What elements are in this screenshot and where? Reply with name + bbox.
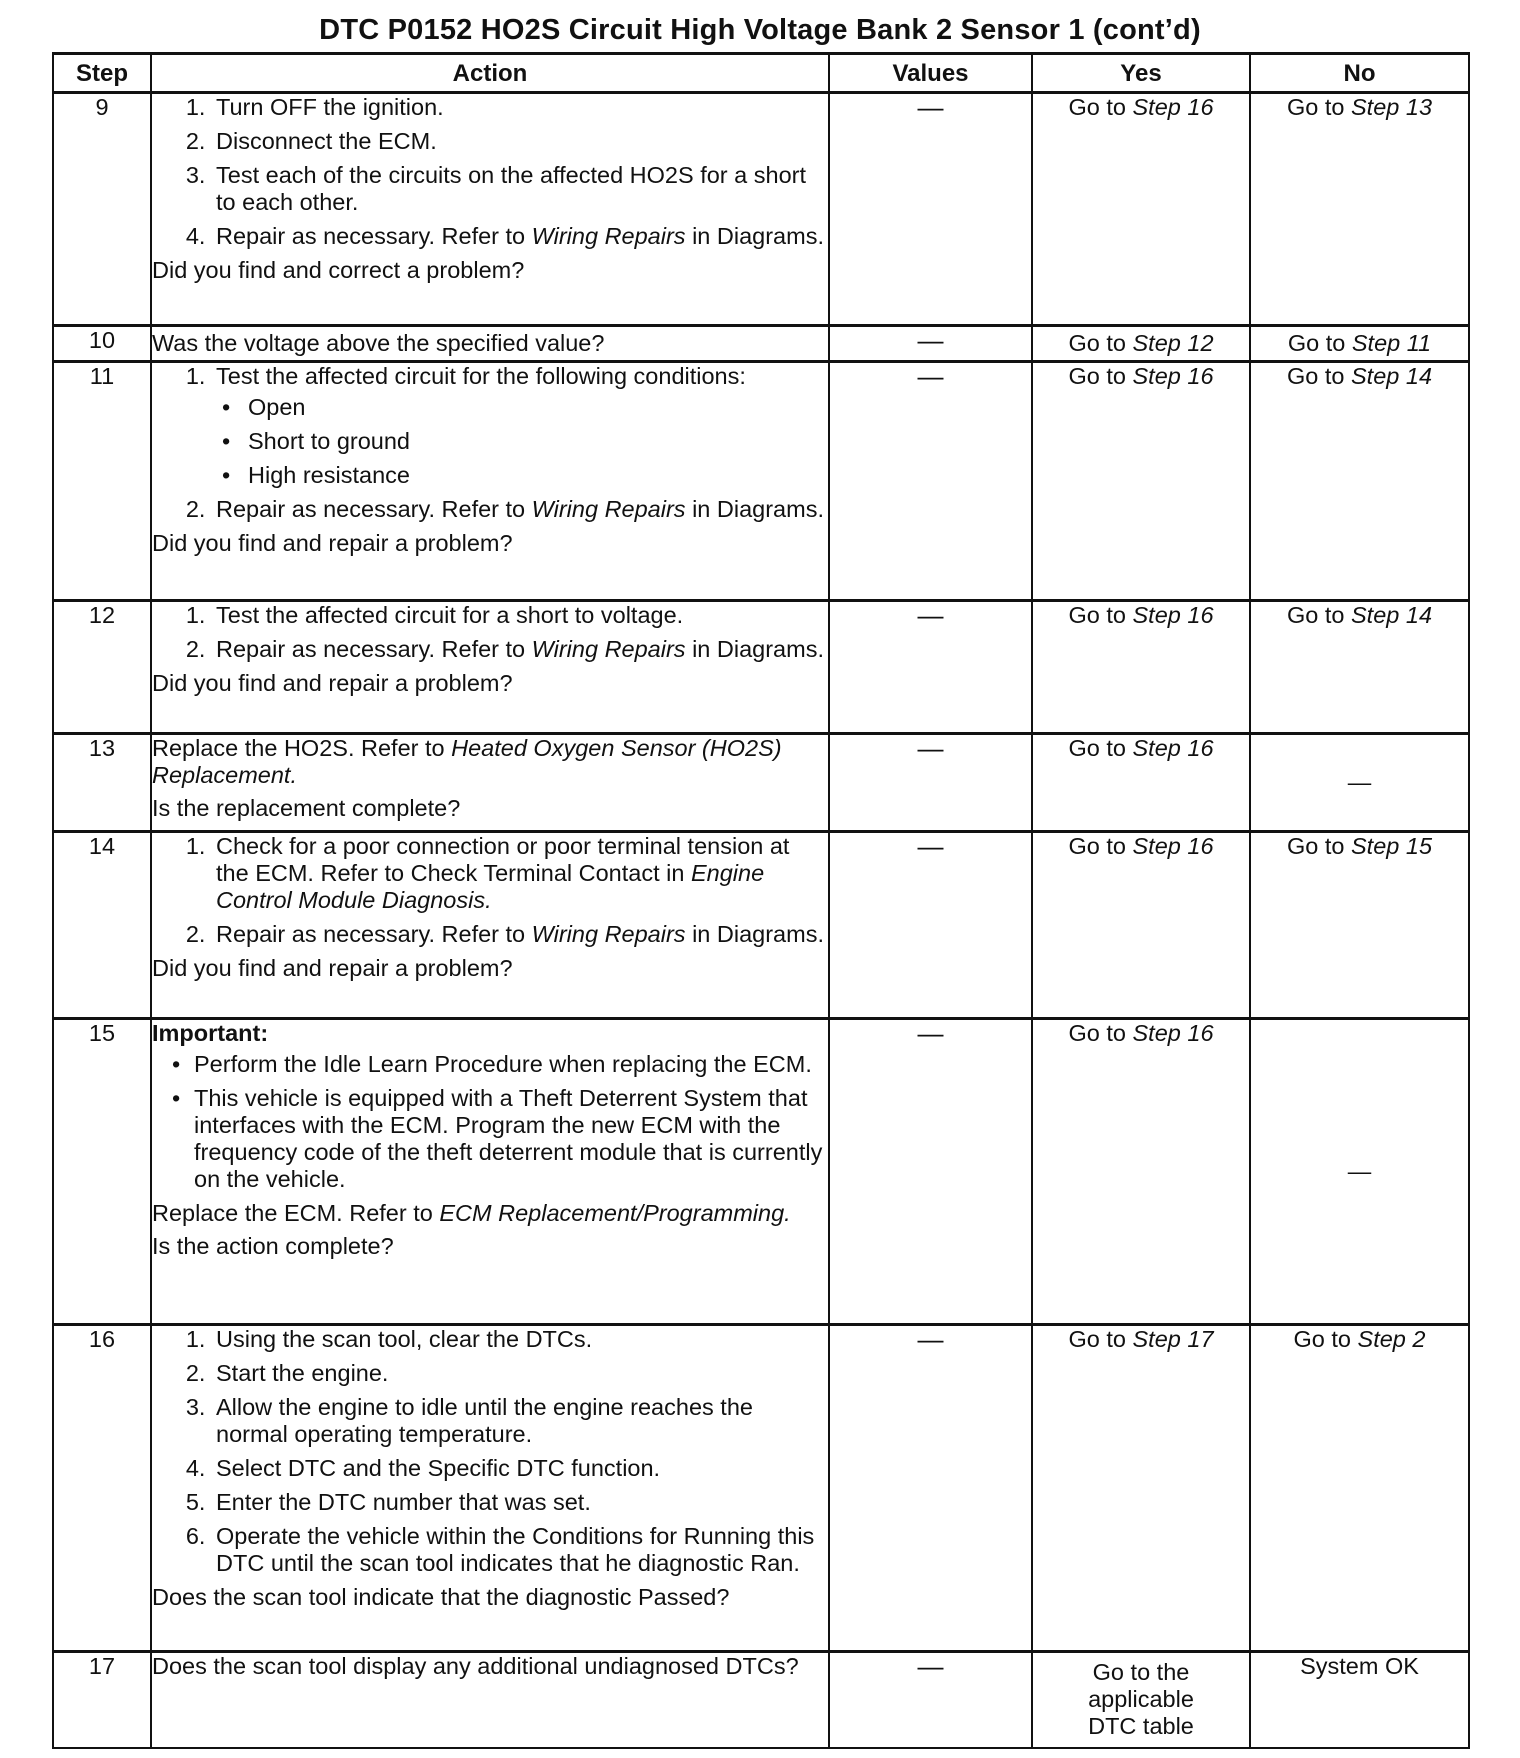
no-text: Go to bbox=[1293, 1326, 1358, 1352]
action-step bbox=[212, 363, 828, 489]
action-step: 1. Test the affected circuit for a short to voltage. bbox=[212, 602, 828, 629]
action-question: Did you find and repair a problem? bbox=[152, 670, 513, 696]
no-cell bbox=[1250, 326, 1469, 362]
step-number: 11 bbox=[53, 362, 151, 601]
step-number: 17 bbox=[53, 1652, 151, 1748]
yes-step-ref: Step 16 bbox=[1132, 363, 1214, 389]
action-step: 2. Start the engine. bbox=[212, 1360, 828, 1387]
action-step bbox=[212, 496, 828, 523]
action-question: Is the action complete? bbox=[152, 1233, 394, 1259]
no-text: Go to bbox=[1286, 602, 1351, 628]
action-step: 3. Allow the engine to idle until the engine reaches the normal operating temperature. bbox=[212, 1394, 828, 1448]
step-text: in Diagrams. bbox=[685, 496, 824, 522]
condition-item: • Short to ground bbox=[244, 428, 828, 455]
no-step-ref: Step 11 bbox=[1351, 330, 1432, 356]
values-cell: — bbox=[829, 93, 1032, 326]
yes-cell bbox=[1032, 326, 1250, 362]
yes-step-ref: Step 17 bbox=[1132, 1326, 1214, 1352]
action-step: 4. Select DTC and the Specific DTC function. bbox=[212, 1455, 828, 1482]
action-cell bbox=[151, 601, 829, 734]
yes-text: Go to bbox=[1068, 363, 1133, 389]
condition-item: • High resistance bbox=[244, 462, 828, 489]
action-cell bbox=[151, 1325, 829, 1652]
step-number: 13 bbox=[53, 734, 151, 832]
action-text-part: Replace the HO2S. Refer to bbox=[152, 735, 452, 761]
action-cell bbox=[151, 326, 829, 362]
reference-text: Engine Control Module Diagnosis bbox=[216, 860, 765, 913]
action-step bbox=[212, 833, 828, 914]
no-step-ref: Step 15 bbox=[1351, 833, 1433, 859]
step-text: in Diagrams. bbox=[685, 636, 824, 662]
table-row bbox=[53, 601, 1469, 734]
header-row bbox=[53, 54, 1469, 93]
note-item: • Perform the Idle Learn Procedure when replacing the ECM. bbox=[194, 1051, 828, 1078]
header-step: Step bbox=[53, 54, 151, 93]
no-cell bbox=[1250, 832, 1469, 1019]
yes-step-ref: Step 16 bbox=[1132, 735, 1214, 761]
no-step-ref: Step 14 bbox=[1351, 363, 1433, 389]
no-step-ref: Step 2 bbox=[1357, 1326, 1426, 1352]
action-question: Does the scan tool display any additional undiagnosed DTCs? bbox=[152, 1653, 799, 1679]
no-cell bbox=[1250, 601, 1469, 734]
action-text-part: . bbox=[290, 762, 297, 788]
page-title: DTC P0152 HO2S Circuit High Voltage Bank 2 Sensor 1 (cont’d) bbox=[319, 14, 1201, 46]
reference-text: ECM Replacement/Programming bbox=[439, 1200, 785, 1226]
yes-cell: Go to the applicable DTC table bbox=[1032, 1652, 1250, 1748]
diagnostic-table bbox=[52, 52, 1470, 1749]
yes-cell bbox=[1032, 93, 1250, 326]
action-steps bbox=[152, 94, 828, 250]
reference-text: Heated Oxygen Sensor (HO2S) Replacement bbox=[152, 735, 782, 788]
yes-step-ref: Step 16 bbox=[1132, 602, 1214, 628]
action-step bbox=[212, 636, 828, 663]
values-cell: — bbox=[829, 362, 1032, 601]
action-steps bbox=[152, 363, 828, 523]
yes-cell bbox=[1032, 734, 1250, 832]
step-text: Repair as necessary. Refer to bbox=[216, 921, 532, 947]
action-text bbox=[152, 735, 828, 789]
note-item: • This vehicle is equipped with a Theft Deterrent System that interfaces with the ECM. Program the new ECM with the frequency code of the theft deterrent module that is currently on the vehicle. bbox=[194, 1085, 828, 1193]
yes-text: Go to bbox=[1068, 330, 1133, 356]
action-cell bbox=[151, 832, 829, 1019]
action-question: Did you find and repair a problem? bbox=[152, 530, 513, 556]
action-question: Did you find and repair a problem? bbox=[152, 955, 513, 981]
header-no: No bbox=[1250, 54, 1469, 93]
yes-text: Go to bbox=[1068, 735, 1133, 761]
step-text: Repair as necessary. Refer to bbox=[216, 636, 532, 662]
values-cell: — bbox=[829, 1652, 1032, 1748]
yes-text: Go to bbox=[1068, 833, 1133, 859]
table-row bbox=[53, 362, 1469, 601]
action-cell bbox=[151, 1019, 829, 1325]
yes-step-ref: Step 16 bbox=[1132, 1020, 1214, 1046]
no-text: Go to bbox=[1286, 833, 1351, 859]
action-question: Is the replacement complete? bbox=[152, 795, 461, 821]
yes-cell bbox=[1032, 362, 1250, 601]
no-text: Go to bbox=[1286, 94, 1351, 120]
reference-text: Wiring Repairs bbox=[531, 223, 686, 249]
values-cell: — bbox=[829, 832, 1032, 1019]
action-steps bbox=[152, 833, 828, 948]
table-row bbox=[53, 1019, 1469, 1325]
no-cell bbox=[1250, 1325, 1469, 1652]
no-cell bbox=[1250, 362, 1469, 601]
action-step: 1. Turn OFF the ignition. bbox=[212, 94, 828, 121]
step-number: 12 bbox=[53, 601, 151, 734]
action-step: 5. Enter the DTC number that was set. bbox=[212, 1489, 828, 1516]
table-row bbox=[53, 93, 1469, 326]
action-step: 2. Disconnect the ECM. bbox=[212, 128, 828, 155]
action-steps bbox=[152, 602, 828, 663]
action-cell bbox=[151, 93, 829, 326]
step-text: Check for a poor connection or poor terminal tension at the ECM. Refer to Check Terminal Contact in bbox=[216, 833, 790, 886]
values-cell: — bbox=[829, 326, 1032, 362]
action-step: 6. Operate the vehicle within the Conditions for Running this DTC until the scan tool indicates that he diagnostic Ran. bbox=[212, 1523, 828, 1577]
no-step-ref: Step 13 bbox=[1351, 94, 1433, 120]
action-step bbox=[212, 921, 828, 948]
yes-text: Go to bbox=[1068, 94, 1133, 120]
table-row bbox=[53, 1325, 1469, 1652]
step-number: 14 bbox=[53, 832, 151, 1019]
no-step-ref: Step 14 bbox=[1351, 602, 1433, 628]
action-step: 3. Test each of the circuits on the affected HO2S for a short to each other. bbox=[212, 162, 828, 216]
step-text: Test the affected circuit for the following conditions: bbox=[216, 363, 746, 389]
yes-cell bbox=[1032, 832, 1250, 1019]
no-cell: — bbox=[1250, 734, 1469, 832]
values-cell: — bbox=[829, 1325, 1032, 1652]
action-question: Did you find and correct a problem? bbox=[152, 257, 525, 283]
values-cell: — bbox=[829, 734, 1032, 832]
step-text: . bbox=[485, 887, 492, 913]
step-number: 15 bbox=[53, 1019, 151, 1325]
action-question: Was the voltage above the specified value? bbox=[152, 330, 605, 356]
condition-item: • Open bbox=[244, 394, 828, 421]
no-cell bbox=[1250, 93, 1469, 326]
action-cell bbox=[151, 1652, 829, 1748]
yes-text: Go to bbox=[1068, 1020, 1133, 1046]
action-step bbox=[212, 223, 828, 250]
action-text-part: . bbox=[784, 1200, 791, 1226]
step-number: 10 bbox=[53, 326, 151, 362]
yes-cell bbox=[1032, 601, 1250, 734]
step-text: Repair as necessary. Refer to bbox=[216, 223, 532, 249]
no-text: Go to bbox=[1287, 330, 1352, 356]
reference-text: Wiring Repairs bbox=[531, 496, 686, 522]
step-number: 9 bbox=[53, 93, 151, 326]
yes-step-ref: Step 12 bbox=[1132, 330, 1214, 356]
no-cell: System OK bbox=[1250, 1652, 1469, 1748]
action-cell bbox=[151, 734, 829, 832]
action-steps bbox=[152, 1326, 828, 1577]
condition-list bbox=[216, 394, 828, 489]
action-text bbox=[152, 1200, 828, 1227]
table-row bbox=[53, 326, 1469, 362]
table-row bbox=[53, 1652, 1469, 1748]
reference-text: Wiring Repairs bbox=[531, 921, 686, 947]
step-text: in Diagrams. bbox=[685, 921, 824, 947]
no-cell: — bbox=[1250, 1019, 1469, 1325]
reference-text: Wiring Repairs bbox=[531, 636, 686, 662]
yes-text: Go to bbox=[1068, 1326, 1133, 1352]
action-text-part: Replace the ECM. Refer to bbox=[152, 1200, 440, 1226]
yes-cell bbox=[1032, 1019, 1250, 1325]
action-step: 1. Using the scan tool, clear the DTCs. bbox=[212, 1326, 828, 1353]
important-notes bbox=[152, 1051, 828, 1193]
important-label: Important: bbox=[152, 1020, 269, 1046]
header-yes: Yes bbox=[1032, 54, 1250, 93]
values-cell: — bbox=[829, 601, 1032, 734]
table-row bbox=[53, 832, 1469, 1019]
yes-text: Go to bbox=[1068, 602, 1133, 628]
step-number: 16 bbox=[53, 1325, 151, 1652]
table-row bbox=[53, 734, 1469, 832]
action-question: Does the scan tool indicate that the diagnostic Passed? bbox=[152, 1584, 730, 1610]
no-text: Go to bbox=[1286, 363, 1351, 389]
action-cell bbox=[151, 362, 829, 601]
yes-step-ref: Step 16 bbox=[1132, 833, 1214, 859]
values-cell: — bbox=[829, 1019, 1032, 1325]
header-values: Values bbox=[829, 54, 1032, 93]
step-text: in Diagrams. bbox=[685, 223, 824, 249]
header-action: Action bbox=[151, 54, 829, 93]
yes-cell bbox=[1032, 1325, 1250, 1652]
yes-step-ref: Step 16 bbox=[1132, 94, 1214, 120]
step-text: Repair as necessary. Refer to bbox=[216, 496, 532, 522]
